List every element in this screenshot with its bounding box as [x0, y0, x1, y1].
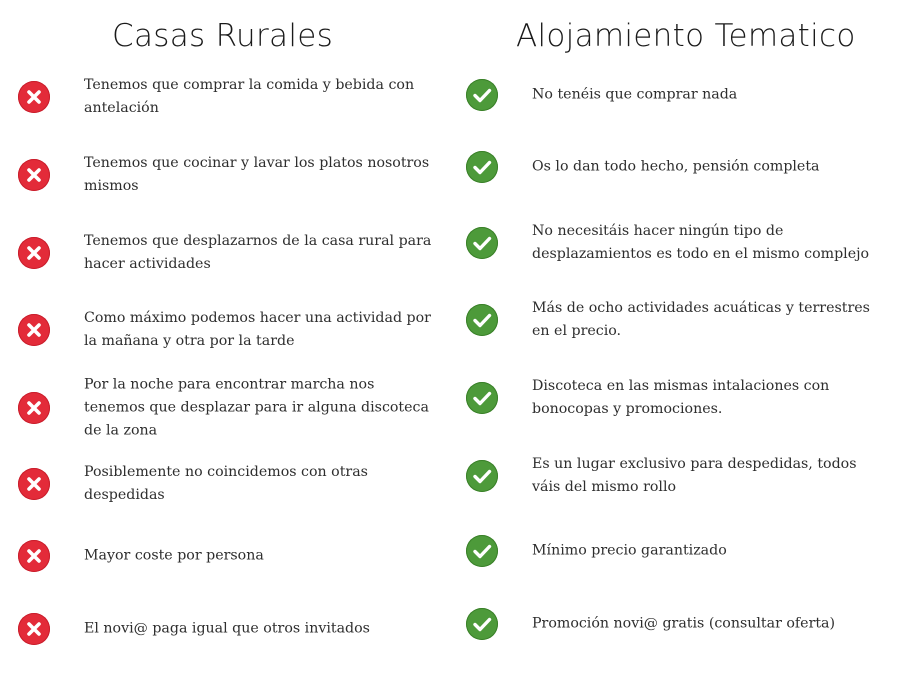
pro-item	[450, 65, 900, 125]
pro-item-text: Mínimo precio garantizado	[532, 542, 727, 559]
check-circle-icon	[466, 304, 498, 336]
con-item-text: Por la noche para encontrar marcha nos tenemos que desplazar para ir alguna discoteca de la zona	[84, 376, 429, 439]
pro-item	[450, 594, 900, 654]
pro-item	[450, 446, 900, 506]
pro-item-text: Más de ocho actividades acuáticas y terrestres en el precio.	[532, 300, 870, 339]
con-item	[0, 378, 450, 438]
check-circle-icon	[466, 460, 498, 492]
con-item	[0, 300, 450, 360]
con-item	[0, 454, 450, 514]
pro-item-text: Es un lugar exclusivo para despedidas, todos váis del mismo rollo	[532, 456, 857, 495]
x-circle-icon	[18, 468, 50, 500]
con-item	[0, 67, 450, 127]
con-item	[0, 526, 450, 586]
con-item-text: El novi@ paga igual que otros invitados	[84, 620, 370, 637]
alojamiento-tematico-column	[450, 0, 900, 684]
check-circle-icon	[466, 79, 498, 111]
con-item-text: Tenemos que comprar la comida y bebida con antelación	[84, 77, 415, 116]
check-circle-icon	[466, 608, 498, 640]
check-circle-icon	[466, 151, 498, 183]
x-circle-icon	[18, 540, 50, 572]
alojamiento-tematico-title: Alojamiento Tematico	[516, 18, 856, 54]
con-item-text: Tenemos que cocinar y lavar los platos nosotros mismos	[84, 155, 430, 194]
pro-item	[450, 137, 900, 197]
check-circle-icon	[466, 535, 498, 567]
pro-item	[450, 521, 900, 581]
pro-item	[450, 368, 900, 428]
check-circle-icon	[466, 227, 498, 259]
pro-item-text: No necesitáis hacer ningún tipo de desplazamientos es todo en el mismo complejo	[532, 223, 870, 262]
con-item-text: Posiblemente no coincidemos con otras despedidas	[84, 464, 368, 503]
pro-item-text: Discoteca en las mismas intalaciones con bonocopas y promociones.	[532, 378, 830, 417]
x-circle-icon	[18, 81, 50, 113]
x-circle-icon	[18, 237, 50, 269]
check-circle-icon	[466, 382, 498, 414]
pro-item-text: Os lo dan todo hecho, pensión completa	[532, 158, 820, 175]
x-circle-icon	[18, 613, 50, 645]
pro-item-text: No tenéis que comprar nada	[532, 86, 738, 103]
con-item	[0, 223, 450, 283]
pro-item-text: Promoción novi@ gratis (consultar oferta)	[532, 615, 836, 632]
con-item-text: Mayor coste por persona	[84, 547, 264, 564]
con-item	[0, 145, 450, 205]
con-item-text: Como máximo podemos hacer una actividad por la mañana y otra por la tarde	[84, 310, 431, 349]
con-item	[0, 599, 450, 659]
x-circle-icon	[18, 159, 50, 191]
x-circle-icon	[18, 392, 50, 424]
casas-rurales-title: Casas Rurales	[112, 18, 334, 54]
pro-item	[450, 290, 900, 350]
x-circle-icon	[18, 314, 50, 346]
pro-item	[450, 213, 900, 273]
con-item-text: Tenemos que desplazarnos de la casa rural para hacer actividades	[84, 233, 432, 272]
